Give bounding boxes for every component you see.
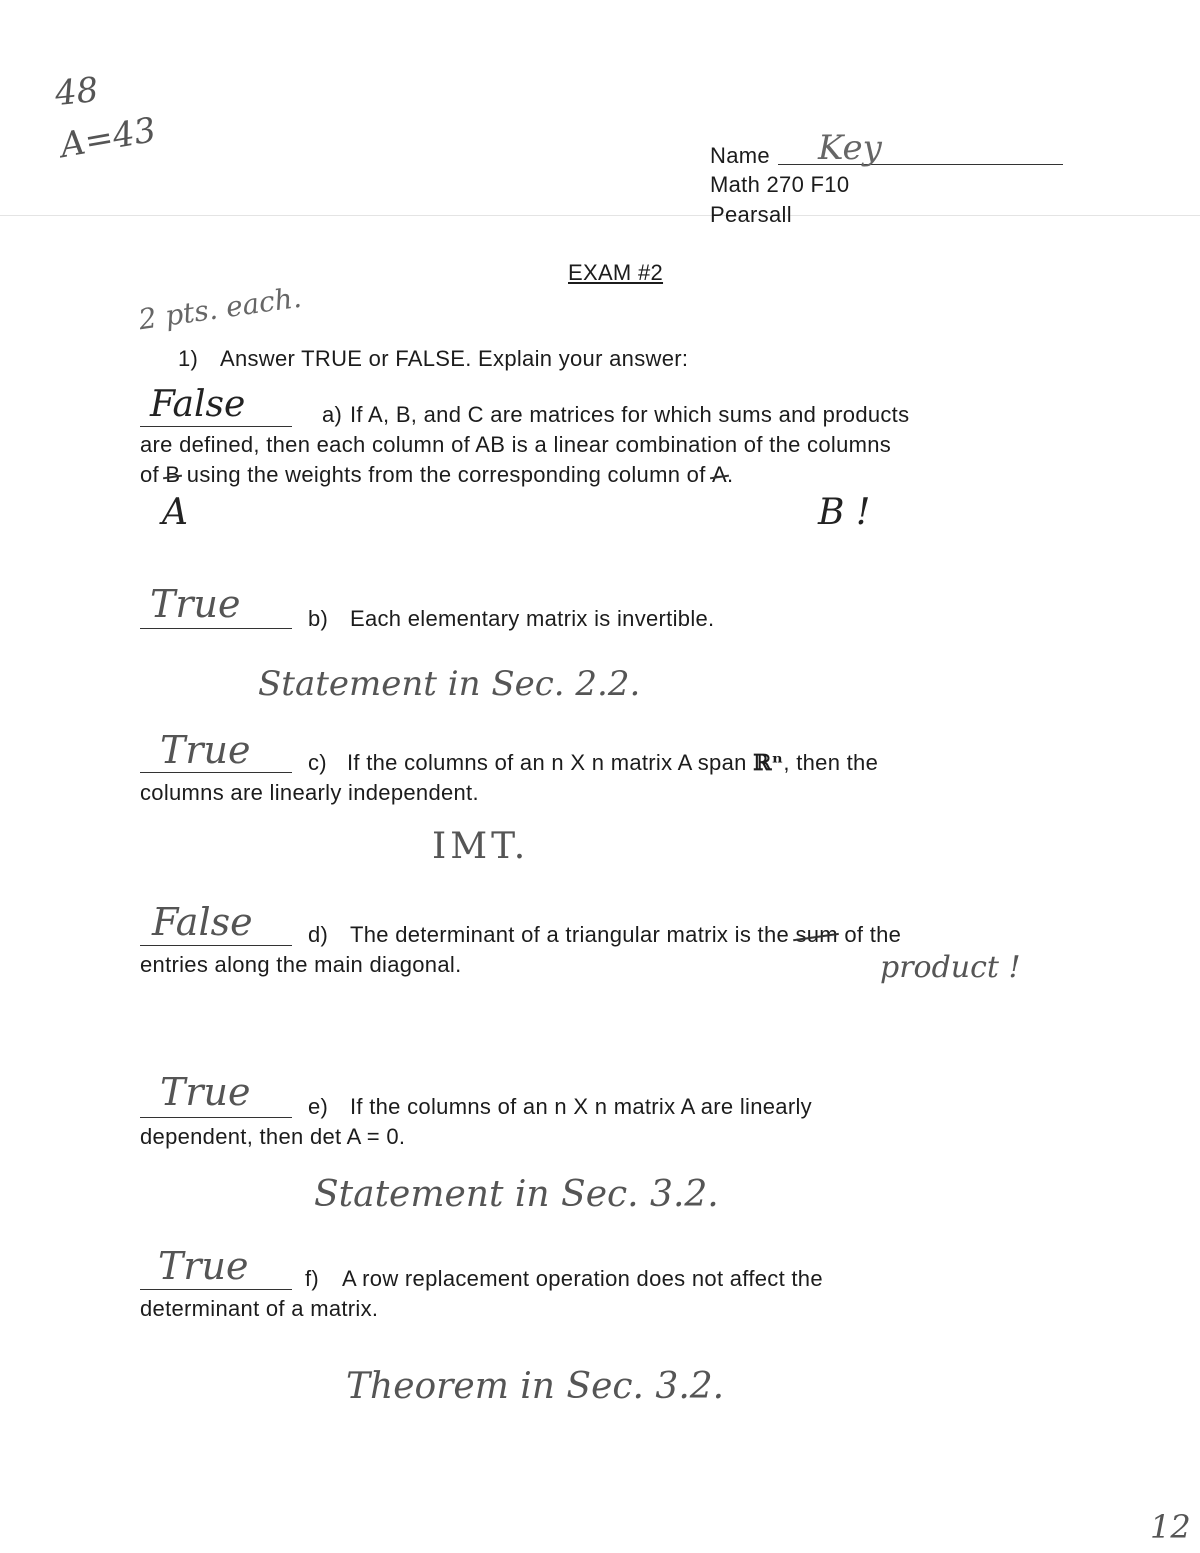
item-c-line1-pre: If the columns of an n X n matrix A span (347, 750, 747, 775)
item-c-line1 (347, 750, 878, 776)
course-label: Math 270 F10 (710, 172, 850, 197)
question-number: 1) (178, 346, 199, 371)
answer-line-a (140, 426, 292, 427)
struck-letter-a: A (712, 462, 728, 487)
item-a-line3-mid: using the weights from the corresponding column of (186, 462, 706, 487)
struck-letter-b: B (165, 462, 181, 487)
item-a-line3 (140, 462, 733, 488)
item-d-line2: entries along the main diagonal. (140, 952, 462, 977)
item-letter-b: b) (308, 606, 329, 631)
answer-e: True (160, 1070, 251, 1114)
correction-a2: B ! (818, 492, 871, 533)
item-b-line1: Each elementary matrix is invertible. (350, 606, 715, 631)
item-d-line1 (350, 922, 901, 948)
name-label: Name (710, 143, 770, 168)
item-letter-d: d) (308, 922, 329, 947)
item-e-line2: dependent, then det A = 0. (140, 1124, 406, 1149)
points-note: 2 pts. each. (136, 280, 304, 337)
item-f-line2: determinant of a matrix. (140, 1296, 379, 1321)
item-a-line1: If A, B, and C are matrices for which sums and products (350, 402, 910, 427)
correction-a1: A (162, 492, 188, 533)
explanation-c: IMT. (432, 826, 530, 867)
answer-line-e (140, 1117, 292, 1118)
answer-line-c (140, 772, 292, 773)
item-c-line1-post: , then the (783, 750, 879, 775)
answer-c: True (160, 728, 251, 772)
item-letter-a: a) (322, 402, 343, 427)
struck-word-sum: sum (795, 922, 838, 947)
explanation-f: Theorem in Sec. 3.2. (346, 1366, 725, 1407)
explanation-e: Statement in Sec. 3.2. (314, 1174, 719, 1215)
question-prompt: Answer TRUE or FALSE. Explain your answer: (220, 346, 689, 371)
instructor-label: Pearsall (710, 202, 792, 227)
adjusted-score-mark: A=43 (57, 109, 160, 167)
item-letter-c: c) (308, 750, 327, 775)
real-space-symbol: ℝⁿ (753, 750, 784, 776)
item-letter-f: f) (305, 1266, 320, 1291)
item-c-line2: columns are linearly independent. (140, 780, 479, 805)
answer-b: True (150, 582, 241, 626)
item-a-line3-post: . (727, 462, 734, 487)
answer-line-b (140, 628, 292, 629)
name-value: Key (818, 128, 882, 168)
item-a-line2: are defined, then each column of AB is a linear combination of the columns (140, 432, 892, 457)
item-f-line1: A row replacement operation does not affect the (342, 1266, 823, 1291)
fold-line (0, 215, 1200, 216)
item-e-line1: If the columns of an n X n matrix A are linearly (350, 1094, 812, 1119)
answer-line-f (140, 1289, 292, 1290)
item-d-line1-pre: The determinant of a triangular matrix is the (350, 922, 790, 947)
item-letter-e: e) (308, 1094, 329, 1119)
score-mark: 48 (53, 69, 101, 115)
answer-d: False (152, 900, 253, 944)
correction-d: product ! (880, 950, 1021, 985)
answer-f: True (158, 1244, 249, 1288)
answer-line-d (140, 945, 292, 946)
item-a-line3-pre: of (140, 462, 159, 487)
item-d-line1-post: of the (844, 922, 902, 947)
page-number: 12 (1150, 1508, 1191, 1546)
exam-title: EXAM #2 (568, 260, 664, 285)
answer-a: False (150, 384, 246, 425)
explanation-b: Statement in Sec. 2.2. (258, 664, 641, 704)
